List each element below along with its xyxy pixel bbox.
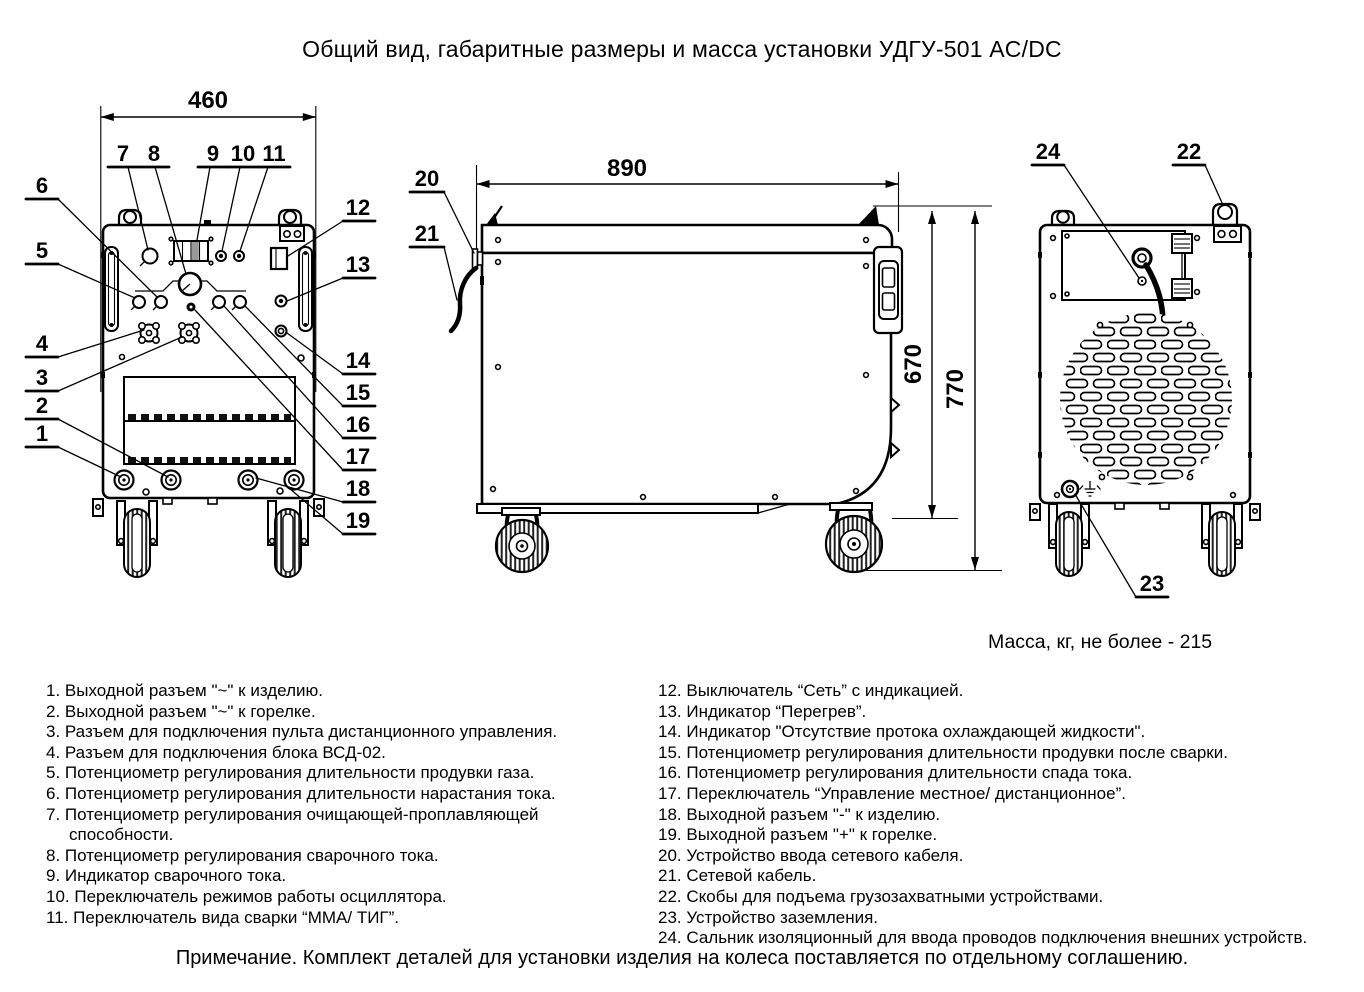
edge-mark bbox=[480, 276, 484, 285]
output-connector-minus bbox=[239, 471, 258, 490]
power-switch bbox=[271, 248, 287, 269]
rear-view bbox=[1030, 204, 1260, 576]
svg-text:14: 14 bbox=[345, 348, 371, 373]
callout-22 bbox=[1173, 139, 1223, 205]
legend-item-23: 23. Устройство заземления. bbox=[658, 907, 879, 927]
svg-text:8: 8 bbox=[147, 141, 161, 166]
legend-item-9: 9. Индикатор сварочного тока. bbox=[46, 866, 287, 886]
rear-top-panel bbox=[1062, 231, 1185, 300]
legend-item-15: 15. Потенциометр регулирования длительности продувки после сварки. bbox=[658, 742, 1228, 762]
svg-text:18: 18 bbox=[345, 476, 371, 501]
mass-note: Масса, кг, не более - 215 bbox=[988, 631, 1213, 653]
remote-control-connector bbox=[179, 323, 199, 343]
legend-item-21: 21. Сетевой кабель. bbox=[658, 866, 817, 886]
legend-item-10: 10. Переключатель режимов работы осциллятора. bbox=[46, 886, 447, 906]
current-digital-indicator bbox=[169, 237, 213, 265]
panel-hole bbox=[277, 488, 283, 494]
local-remote-switch bbox=[187, 303, 196, 312]
svg-text:3: 3 bbox=[35, 365, 49, 390]
legend-item-18: 18. Выходной разъем "-" к изделию. bbox=[658, 804, 941, 824]
svg-text:19: 19 bbox=[345, 508, 371, 533]
svg-text:13: 13 bbox=[345, 252, 371, 277]
lifting-eye-front-left bbox=[119, 210, 141, 226]
legend-item-24: 24. Сальник изоляционный для ввода проводов подключения внешних устройств. bbox=[658, 928, 1308, 948]
front-wheel-right bbox=[268, 501, 308, 577]
svg-text:11: 11 bbox=[262, 141, 286, 166]
dim-label-770: 770 bbox=[942, 368, 969, 410]
legend-left-column bbox=[46, 681, 618, 928]
legend-item-6: 6. Потенциометр регулирования длительности нарастания тока. bbox=[46, 783, 556, 803]
legend-item-14: 14. Индикатор "Отсутствие протока охлаждающей жидкости". bbox=[658, 722, 1146, 742]
svg-text:22: 22 bbox=[1176, 139, 1202, 164]
legend-item-7: 7. Потенциометр регулирования очищающей-проплавляющей способности. bbox=[46, 804, 539, 845]
footnote: Примечание. Комплект деталей для установки изделия на колеса поставляется по отдельному соглашению. bbox=[175, 947, 1189, 969]
side-wheel-front bbox=[496, 508, 548, 572]
rear-wheel-left bbox=[1049, 504, 1089, 576]
panel-hole bbox=[143, 489, 149, 495]
svg-text:20: 20 bbox=[414, 166, 440, 191]
legend-item-22: 22. Скобы для подъема грузозахватными устройствами. bbox=[658, 886, 1104, 906]
page-title: Общий вид, габаритные размеры и масса установки УДГУ-501 AC/DC bbox=[302, 36, 1062, 62]
vsd-02-connector bbox=[139, 323, 159, 343]
rear-wheel-right bbox=[1202, 504, 1242, 576]
output-connector-work-ac bbox=[115, 471, 134, 490]
legend-item-12: 12. Выключатель “Сеть” с индикацией. bbox=[658, 681, 964, 700]
svg-text:9: 9 bbox=[206, 141, 220, 166]
front-handle-right bbox=[299, 247, 312, 331]
welding-type-switch bbox=[234, 251, 244, 261]
side-wheel-rear bbox=[826, 503, 882, 572]
svg-text:2: 2 bbox=[35, 393, 49, 418]
side-top-rail bbox=[482, 225, 892, 253]
svg-text:16: 16 bbox=[345, 412, 371, 437]
svg-text:17: 17 bbox=[345, 444, 371, 469]
legend-item-2: 2. Выходной разъем "~" к горелке. bbox=[46, 701, 316, 721]
svg-text:21: 21 bbox=[414, 221, 440, 246]
side-handle-bracket bbox=[874, 247, 902, 333]
svg-text:12: 12 bbox=[345, 195, 371, 220]
lifting-eye-right-plate bbox=[280, 226, 304, 241]
panel-hole bbox=[120, 355, 125, 360]
lifting-eye-side-rear bbox=[858, 206, 879, 225]
dim-label-460: 460 bbox=[187, 87, 229, 114]
output-connector-torch-ac bbox=[162, 471, 181, 490]
legend-item-17: 17. Переключатель “Управление местное/ дистанционное”. bbox=[658, 783, 1126, 803]
svg-text:24: 24 bbox=[1035, 139, 1061, 164]
legend-right-column bbox=[658, 681, 1364, 949]
side-view bbox=[451, 155, 1002, 572]
legend-item-3: 3. Разъем для подключения пульта дистанционного управления. bbox=[46, 722, 558, 742]
svg-text:1: 1 bbox=[35, 421, 49, 446]
side-body bbox=[482, 253, 891, 504]
svg-text:23: 23 bbox=[1139, 571, 1165, 596]
overheat-indicator bbox=[276, 296, 287, 307]
dim-label-670: 670 bbox=[900, 343, 927, 385]
oscillator-mode-switch bbox=[216, 251, 226, 261]
welding-current-knob bbox=[179, 273, 201, 295]
lifting-eye-rear-plate bbox=[1214, 226, 1241, 242]
legend-item-16: 16. Потенциометр регулирования длительности спада тока. bbox=[658, 763, 1133, 783]
legend-item-1: 1. Выходной разъем "~" к изделию. bbox=[46, 681, 323, 700]
svg-text:6: 6 bbox=[35, 173, 49, 198]
front-wheel-left bbox=[117, 501, 157, 577]
callout-21 bbox=[410, 221, 457, 300]
legend-item-20: 20. Устройство ввода сетевого кабеля. bbox=[658, 845, 964, 865]
lifting-eye-side-front bbox=[486, 206, 502, 225]
top-mark bbox=[204, 220, 211, 225]
legend-item-11: 11. Переключатель вида сварки “ММА/ ТИГ”. bbox=[46, 907, 400, 927]
dim-label-890: 890 bbox=[606, 155, 648, 182]
power-cable bbox=[451, 268, 476, 331]
lifting-eye-front-right bbox=[279, 210, 301, 226]
legend-item-8: 8. Потенциометр регулирования сварочного тока. bbox=[46, 845, 439, 865]
legend-item-4: 4. Разъем для подключения блока ВСД-02. bbox=[46, 742, 386, 762]
svg-text:7: 7 bbox=[116, 141, 130, 166]
lifting-eye-rear-right bbox=[1213, 204, 1237, 226]
coolant-flow-indicator bbox=[276, 326, 287, 337]
legend-item-19: 19. Выходной разъем "+" к горелке. bbox=[658, 825, 938, 845]
svg-text:5: 5 bbox=[35, 238, 49, 263]
legend-item-5: 5. Потенциометр регулирования длительности продувки газа. bbox=[46, 763, 535, 783]
hinge-lug bbox=[891, 398, 899, 412]
hinge-lug bbox=[891, 443, 899, 457]
legend-item-13: 13. Индикатор “Перегрев”. bbox=[658, 701, 867, 721]
svg-text:15: 15 bbox=[345, 380, 371, 405]
svg-text:4: 4 bbox=[35, 331, 49, 356]
svg-text:10: 10 bbox=[230, 141, 256, 166]
